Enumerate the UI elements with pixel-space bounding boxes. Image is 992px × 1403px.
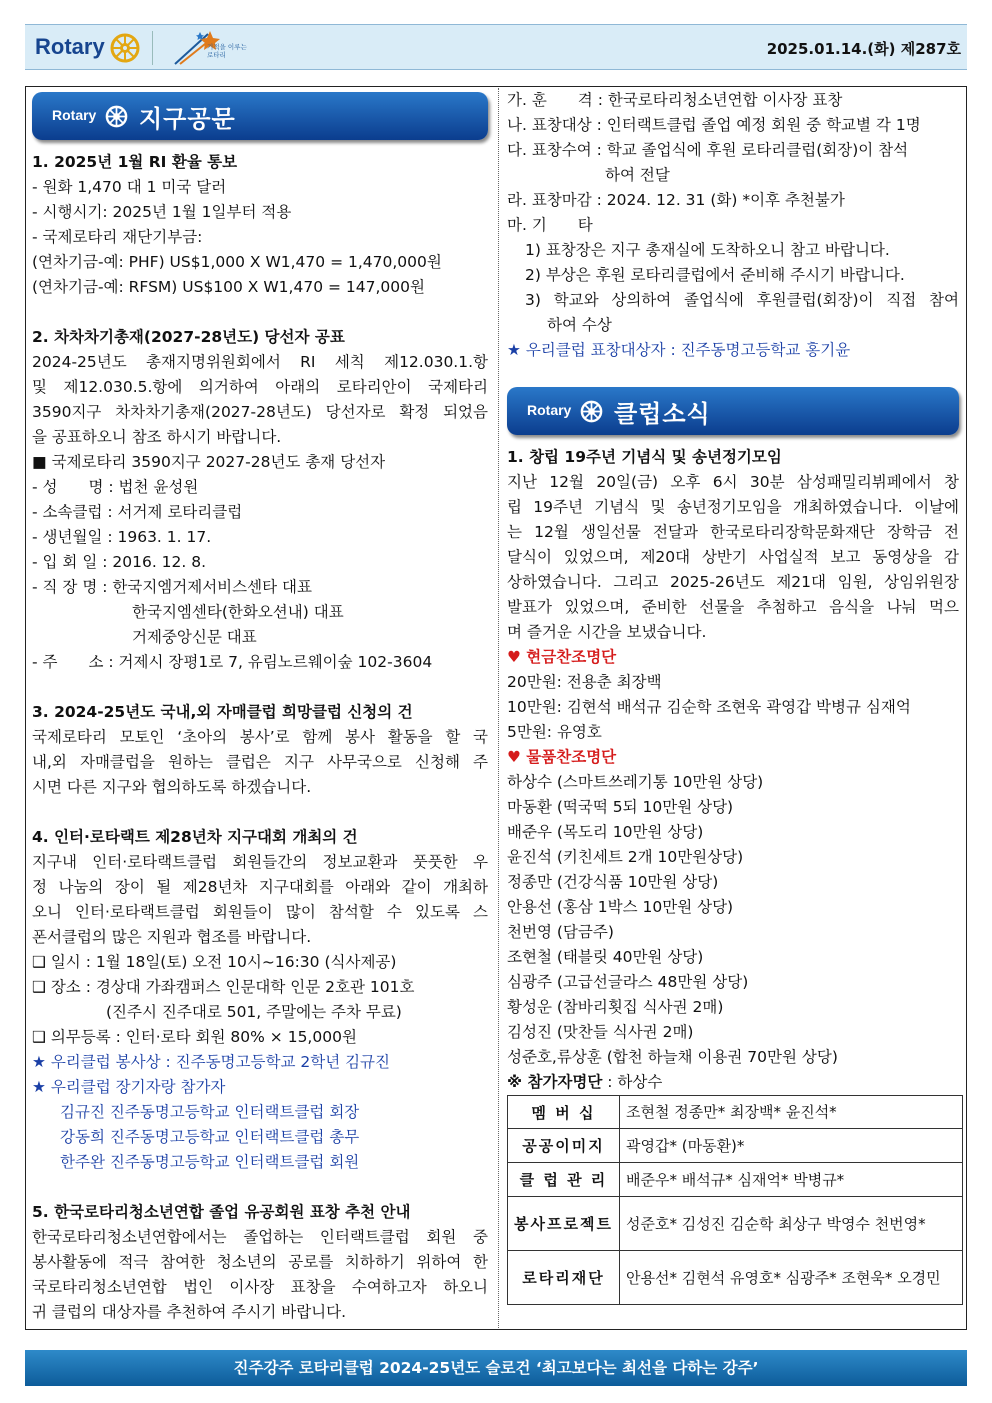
detail-job: 한국지엠센타(한화오션내) 대표: [132, 603, 344, 621]
club-award-target: [507, 338, 959, 363]
paragraph-line: 달식이 있었으며, 제20대 상반기 사업실적 보고 동영상을 감: [507, 548, 959, 566]
detail-job: - 직 장 명 : 한국지엠거제서비스센타 대표: [32, 578, 312, 596]
text-line: - 원화 1,470 대 1 미국 달러: [32, 178, 227, 196]
section-title: 3. 2024-25년도 국내,외 자매클럽 희망클럽 신청의 건: [32, 703, 413, 721]
club-award: [32, 1050, 488, 1075]
section-title: 4. 인터·로타랙트 제28년차 지구대회 개최의 건: [32, 828, 358, 846]
attendee-label: ※ 참가자명단: [507, 1073, 603, 1091]
star-icon: ★: [32, 1053, 51, 1071]
banner-title: 지구공문: [139, 105, 236, 133]
paragraph-line: 시면 다른 지구와 협의하도록 하겠습니다.: [32, 778, 312, 796]
participant: 김규진 진주동명고등학교 인터랙트클럽 회장: [60, 1103, 360, 1121]
column-divider: [498, 88, 499, 1328]
header-bar: [25, 24, 967, 70]
footer-slogan: 진주강주 로타리클럽 2024-25년도 슬로건 ‘최고보다는 최선을 다하는 강주’: [25, 1350, 967, 1386]
award-target: 나. 표창대상 : 인터랙트클럽 졸업 예정 회원 중 학교별 각 1명: [507, 116, 921, 134]
sponsor-line: 5만원: 유영호: [507, 723, 602, 741]
sponsor-line: 조현철 (태블릿 40만원 상당): [507, 948, 704, 966]
rotary-wheel-icon: [108, 31, 142, 65]
event-date-text: 일시 : 1월 18일(토) 오전 10시~16:30 (식사제공): [50, 953, 397, 971]
committee-table: [507, 1095, 963, 1305]
sponsor-line: 김성진 (맛찬들 식사권 2매): [507, 1023, 694, 1041]
table-row: [508, 1163, 963, 1197]
rotary-logo-text: Rotary: [35, 34, 105, 59]
square-bullet-icon: ■: [32, 453, 52, 471]
paragraph-line: 봉사활동에 적극 참여한 청소년의 공로를 치하하기 위하여 한: [32, 1253, 488, 1271]
club-award-target-text: 우리클럽 표창대상자 : 진주동명고등학교 홍기윤: [525, 341, 851, 359]
paragraph-line: 한국로타리청소년연합에서는 졸업하는 인터랙트클럽 회원 중: [32, 1228, 488, 1246]
paragraph-line: 지구내 인터·로타랙트클럽 회원들간의 정보교환과 풋풋한 우: [32, 853, 488, 871]
goods-sponsor-title: [507, 745, 959, 770]
detail-club: - 소속클럽 : 서거제 로타리클럽: [32, 503, 243, 521]
paragraph-line: 폰서클럽의 많은 지원과 협조를 바랍니다.: [32, 928, 312, 946]
table-cell: 곽영갑* (마동환)*: [620, 1129, 963, 1163]
rotary-wheel-icon: [104, 104, 129, 129]
paragraph-line: 정 나눔의 장이 될 제28년차 지구대회를 아래와 같이 개최하: [32, 878, 488, 896]
left-column: [32, 88, 488, 1325]
banner-title: 클럽소식: [614, 400, 711, 428]
checkbox-icon: ❑: [32, 953, 51, 971]
event-date: [32, 950, 488, 975]
participant: 한주완 진주동명고등학교 인터랙트클럽 회원: [60, 1153, 360, 1171]
detail-joined: - 입 회 일 : 2016. 12. 8.: [32, 553, 207, 571]
text-line: (연차기금-예: PHF) US$1,000 X W1,470 = 1,470,000원: [32, 253, 442, 271]
right-column: [507, 88, 959, 1305]
subtitle-line: [32, 450, 488, 475]
table-cell: 조현철 정종만* 최장백* 윤진석*: [620, 1096, 963, 1129]
detail-birth: - 생년월일 : 1963. 1. 17.: [32, 528, 212, 546]
attendee-line: [507, 1070, 959, 1095]
award-presenting: 하여 전달: [605, 166, 670, 184]
sponsor-line: 하상수 (스마트쓰레기통 10만원 상당): [507, 773, 764, 791]
award-etc-item: 2) 부상은 후원 로타리클럽에서 준비해 주시기 바랍니다.: [525, 266, 905, 284]
table-row: [508, 1197, 963, 1251]
banner-brand: Rotary: [527, 402, 572, 418]
sponsor-line: 마동환 (떡국떡 5되 10만원 상당): [507, 798, 734, 816]
issue-date: 2025.01.14.(화) 제287호: [766, 40, 961, 58]
award-etc-item: 하여 수상: [547, 316, 612, 334]
detail-name: - 성 명 : 법천 윤성원: [32, 478, 199, 496]
text-line: - 국제로타리 재단기부금:: [32, 228, 203, 246]
paragraph-line: 국제로타리 모토인 ‘초아의 봉사’로 함께 봉사 활동을 할 국: [32, 728, 488, 746]
section-banner-club: [507, 387, 959, 435]
award-deadline: 라. 표창마감 : 2024. 12. 31 (화) *이후 추천불가: [507, 191, 845, 209]
paragraph-line: 국로타리청소년연합 법인 이사장 표창을 수여하고자 하오니: [32, 1278, 488, 1296]
event-fee: [32, 1025, 488, 1050]
cash-sponsor-title-text: 현금찬조명단: [526, 648, 617, 666]
section-title: 2. 차차차기총재(2027-28년도) 당선자 공표: [32, 328, 345, 346]
table-head: 멤 버 십: [508, 1096, 620, 1129]
paragraph-line: 을 공표하오니 참조 하시기 바랍니다.: [32, 428, 282, 446]
table-head: 클 럽 관 리: [508, 1163, 620, 1197]
detail-address: - 주 소 : 거제시 장평1로 7, 유림노르웨이숲 102-3604: [32, 653, 433, 671]
table-head: 봉사프로젝트: [508, 1197, 620, 1251]
banner-brand: Rotary: [52, 107, 97, 123]
sponsor-line: 황성운 (참바리횟집 식사권 2매): [507, 998, 724, 1016]
paragraph-line: 립 19주년 기념식 및 송년정기모임을 개최하였습니다. 이날에: [507, 498, 959, 516]
table-row: [508, 1129, 963, 1163]
text-line: (연차기금-예: RFSM) US$100 X W1,470 = 147,000원: [32, 278, 425, 296]
table-head: 로타리재단: [508, 1251, 620, 1305]
award-grade: 가. 훈 격 : 한국로타리청소년연합 이사장 표창: [507, 91, 843, 109]
event-place-text: 장소 : 경상대 가좌캠퍼스 인문대학 인문 2호관 101호: [50, 978, 415, 996]
talent-title-text: 우리클럽 장기자랑 참가자: [50, 1078, 226, 1096]
talent-title: [32, 1075, 488, 1100]
sponsor-line: 배준우 (목도리 10만원 상당): [507, 823, 704, 841]
paragraph-line: 및 제12.030.5.항에 의거하여 아래의 로타리안이 국제타리: [32, 378, 488, 396]
table-row: [508, 1251, 963, 1305]
heart-icon: ♥: [507, 648, 527, 666]
checkbox-icon: ❑: [32, 1028, 51, 1046]
cash-sponsor-title: [507, 645, 959, 670]
paragraph-line: 귀 클럽의 대상자를 추천하여 주시기 바랍니다.: [32, 1303, 347, 1321]
sponsor-line: 윤진석 (키친세트 2개 10만원상당): [507, 848, 744, 866]
paragraph-line: 2024-25년도 총재지명위원회에서 RI 세칙 제12.030.1.항: [32, 353, 488, 371]
section-banner-district: [32, 92, 488, 140]
table-cell: 성준호* 김성진 김순학 최상구 박영수 천번영*: [620, 1197, 963, 1251]
attendee-value: : 하상수: [602, 1073, 663, 1091]
event-place: [32, 975, 488, 1000]
table-cell: 배준우* 배석규* 심재억* 박병규*: [620, 1163, 963, 1197]
sponsor-line: 10만원: 김현석 배석규 김순학 조현욱 곽영갑 박병규 심재억: [507, 698, 911, 716]
emblem-caption: 기적을 이루는 로타리: [207, 43, 247, 59]
heart-icon: ♥: [507, 748, 527, 766]
section-title: 5. 한국로타리청소년연합 졸업 유공회원 표창 추천 안내: [32, 1203, 411, 1221]
subtitle-text: 국제로타리 3590지구 2027-28년도 총재 당선자: [51, 453, 386, 471]
star-icon: ★: [32, 1078, 51, 1096]
paragraph-line: 3590지구 차차차기총재(2027-28년도) 당선자로 확정 되었음: [32, 403, 488, 421]
participant: 강동희 진주동명고등학교 인터랙트클럽 총무: [60, 1128, 360, 1146]
event-fee-text: 의무등록 : 인터·로타 회원 80% × 15,000원: [50, 1028, 357, 1046]
section-title: 1. 창립 19주년 기념식 및 송년정기모임: [507, 448, 782, 466]
event-place-detail: (진주시 진주대로 501, 주말에는 주차 무료): [106, 1003, 402, 1021]
sponsor-line: 성준호,류상훈 (합천 하늘채 이용권 70만원 상당): [507, 1048, 838, 1066]
sponsor-line: 20만원: 전용춘 최장백: [507, 673, 662, 691]
paragraph-line: 지난 12월 20일(금) 오후 6시 30분 삼성패밀리뷔페에서 창: [507, 473, 959, 491]
award-presenting: 다. 표창수여 : 학교 졸업식에 후원 로타리클럽(회장)이 참석: [507, 141, 909, 159]
club-award-text: 우리클럽 봉사상 : 진주동명고등학교 2학년 김규진: [50, 1053, 391, 1071]
paragraph-line: 며 즐거운 시간을 보냈습니다.: [507, 623, 707, 641]
paragraph-line: 상하였습니다. 그리고 2025-26년도 제21대 임원, 상임위원장: [507, 573, 959, 591]
award-etc-item: 3) 학교와 상의하여 졸업식에 후원클럽(회장)이 직접 참여: [525, 291, 959, 309]
goods-sponsor-title-text: 물품찬조명단: [526, 748, 617, 766]
rotary-wheel-icon: [579, 399, 604, 424]
paragraph-line: 발표가 있었으며, 준비한 선물을 추첨하고 음식을 나눠 먹으: [507, 598, 959, 616]
table-head: 공공이미지: [508, 1129, 620, 1163]
sponsor-line: 안용선 (홍삼 1박스 10만원 상당): [507, 898, 734, 916]
award-etc: 마. 기 타: [507, 216, 593, 234]
award-etc-item: 1) 표창장은 지구 총재실에 도착하오니 참고 바랍니다.: [525, 241, 890, 259]
sponsor-line: 천번영 (담금주): [507, 923, 614, 941]
paragraph-line: 내,외 자매클럽을 원하는 클럽은 지구 사무국으로 신청해 주: [32, 753, 488, 771]
sponsor-line: 심광주 (고급선글라스 48만원 상당): [507, 973, 749, 991]
paragraph-line: 는 12월 생일선물 전달과 한국로타리장학문화재단 장학금 전: [507, 523, 959, 541]
paragraph-line: 오니 인터·로타랙트클럽 회원들이 많이 참석할 수 있도록 스: [32, 903, 488, 921]
detail-job: 거제중앙신문 대표: [132, 628, 257, 646]
table-row: [508, 1096, 963, 1129]
header-divider: [152, 31, 153, 65]
checkbox-icon: ❑: [32, 978, 51, 996]
text-line: - 시행시기: 2025년 1월 1일부터 적용: [32, 203, 292, 221]
table-cell: 안용선* 김현석 유영호* 심광주* 조현욱* 오경민: [620, 1251, 963, 1305]
star-icon: ★: [507, 341, 526, 359]
sponsor-line: 정종만 (건강식품 10만원 상당): [507, 873, 719, 891]
section-title: 1. 2025년 1월 RI 환율 통보: [32, 153, 238, 171]
